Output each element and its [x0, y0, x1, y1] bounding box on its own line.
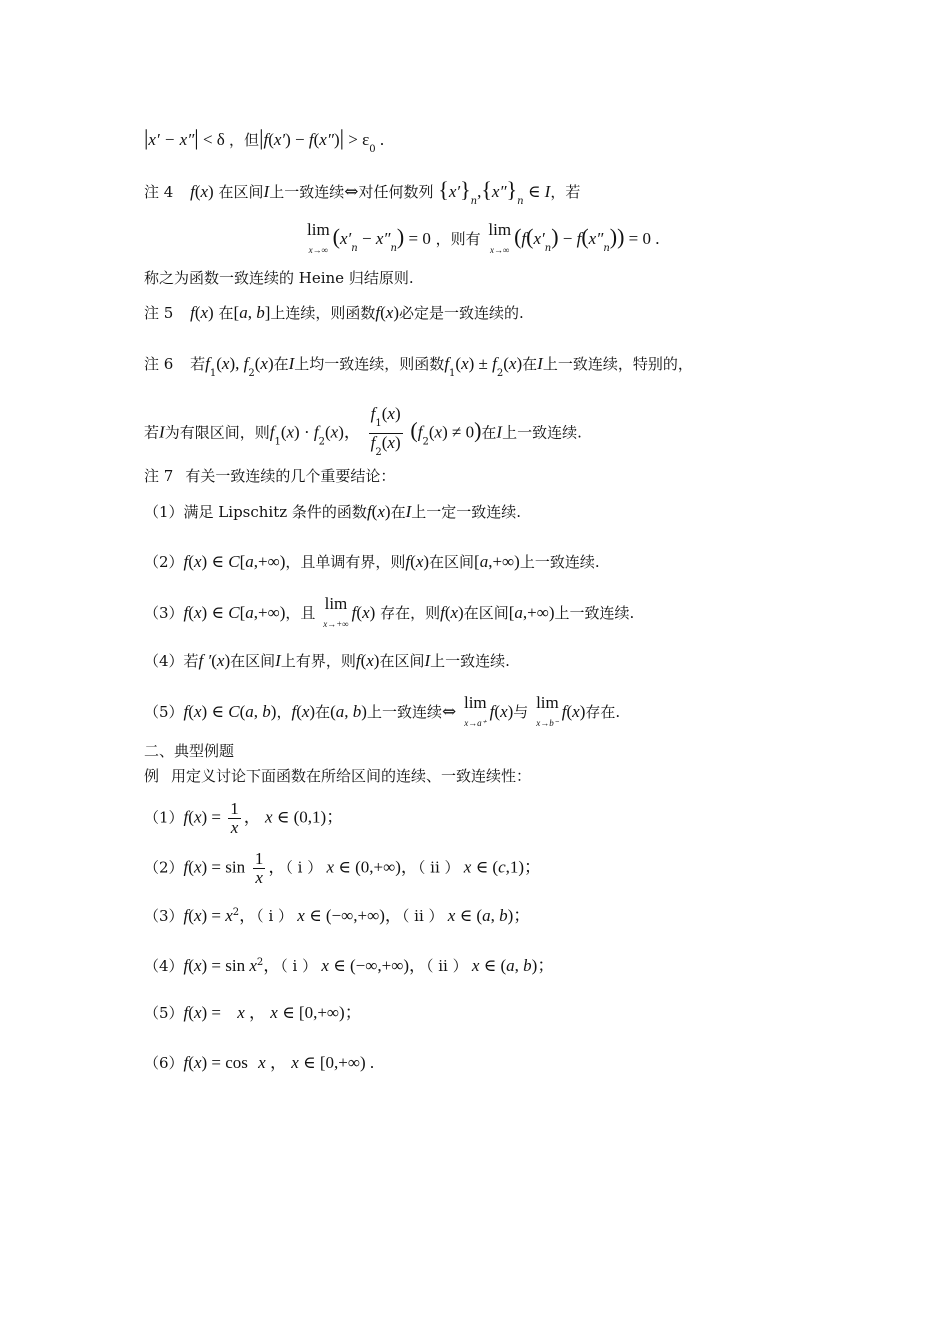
note-7: 注 7 有关一致连续的几个重要结论：	[144, 467, 396, 485]
example-intro: 例 用定义讨论下面函数在所给区间的连续、一致连续性：	[144, 767, 532, 785]
heine-principle: 称之为函数一致连续的 Heine 归结原则.	[144, 269, 414, 287]
conclusion-3: （3）f(x) ∈ C[a,+∞)，且 lim x→+∞ f(x) 存在，则f(x)在区间[a,+∞)上一致连续.	[144, 594, 635, 629]
iff-symbol: ⇔	[344, 182, 359, 202]
example-4: $(4)f(x) = \sin x^2$，（ i ） x ∈ (−∞,+∞)，（ ii ） x ∈ (a, b)；	[144, 956, 555, 975]
conclusion-1: （1）满足 Lipschitz 条件的函数f(x)在I上一定一致连续.	[144, 502, 522, 521]
conclusion-5: （5）f(x) ∈ C(a, b)，f(x)在(a, b)上一致连续⇔ lim x→a⁺ f(x)与 lim x→b⁻ f(x)存在.	[144, 693, 621, 728]
note-4: 注 4 f(x) 在区间I上一致连续⇔对任何数列 $\{x'\}_n,\{x''\}_n$ ∈ I，若	[144, 177, 581, 207]
example-2: （2）f(x) = sin $\frac{1}{x}$ ，（ i ） x ∈ (0,+∞)，（ ii ） x ∈ (c,1)；	[144, 849, 542, 887]
line-continuation: |x′ − x″| < δ ，但$|f(x') - f(x'')| > \varepsilon_0$ .	[144, 125, 385, 155]
note-4-formula: lim x→∞ $(x'_n - x''_n) = 0$ ，则有 lim x→∞ $(f(x'_n) - f(x''_n)) = 0$ .	[307, 220, 660, 255]
example-1: （1）f(x) = $\frac{1}{x}$ ， x ∈ (0,1)；	[144, 799, 344, 837]
example-5: （5）f(x) = x ， x ∈ [0,+∞)；	[144, 1003, 362, 1022]
note-6: 注 6 若$f_1(x)$, $f_2(x)$在I上均一致连续，则函数$f_1(x) \pm f_2(x)$在I上一致连续，特别的，	[144, 354, 693, 379]
note-6-cont: 若I为有限区间，则$f_1(x) \cdot f_2(x)$， $\frac{f_1(x)}{f_2(x)}$ $(f_2(x) \ne 0)$在I上一致连续.	[144, 404, 582, 458]
conclusion-2: （2）f(x) ∈ C[a,+∞)，且单调有界，则f(x)在区间[a,+∞)上一致连续.	[144, 552, 600, 571]
note-5: 注 5 f(x) 在[a, b]上连续，则函数f(x)必定是一致连续的.	[144, 303, 524, 322]
example-3: $(3)f(x) = x^2$，（ i ） x ∈ (−∞,+∞)，（ ii ） x ∈ (a, b)；	[144, 906, 531, 925]
conclusion-4: （4）若f ′(x)在区间I上有界，则f(x)在区间I上一致连续.	[144, 651, 510, 670]
example-6: （6）f(x) = cos x ， x ∈ [0,+∞) .	[144, 1053, 375, 1072]
section-title: 二、典型例题	[144, 742, 235, 760]
